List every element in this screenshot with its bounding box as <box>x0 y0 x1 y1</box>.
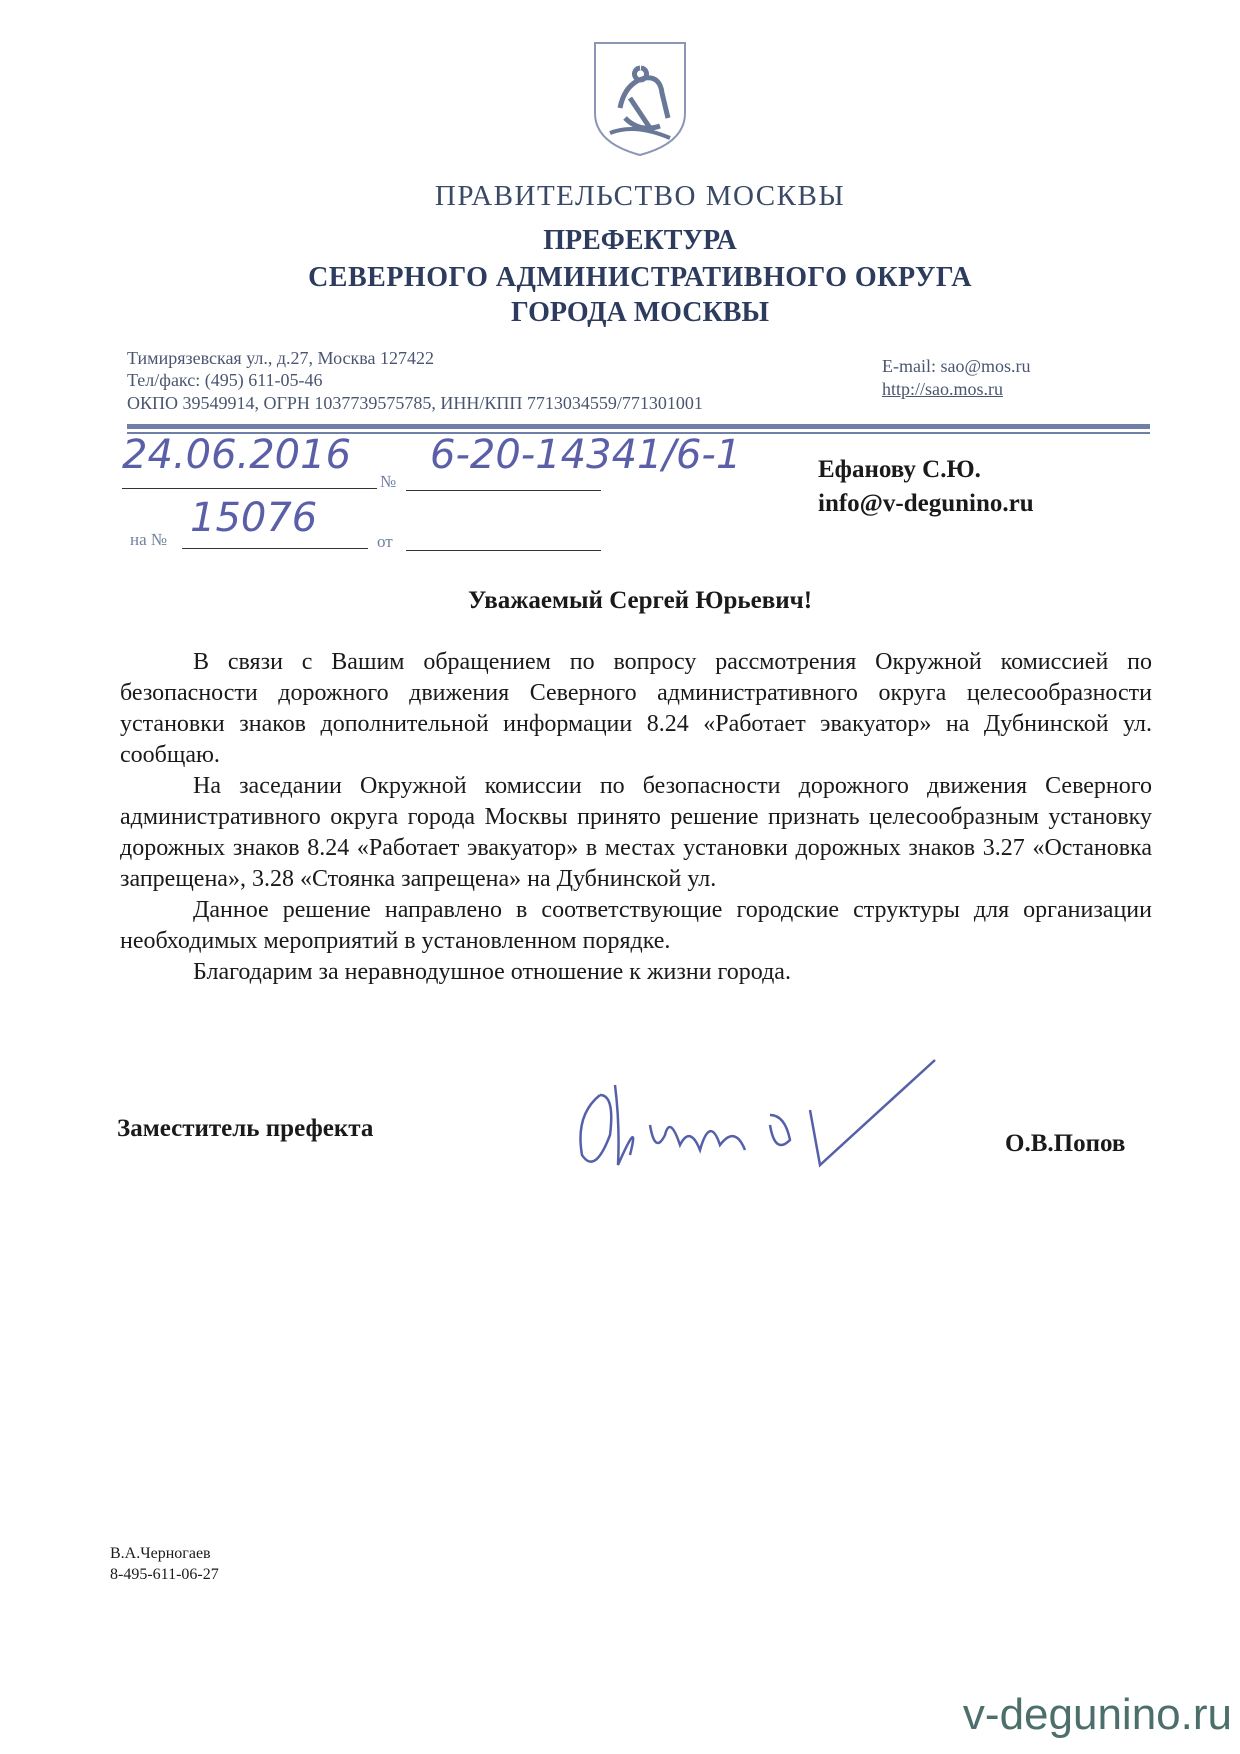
handwritten-ref-number: 15076 <box>190 495 318 541</box>
paragraph: В связи с Вашим обращением по вопросу рассмотрения Окружной комиссией по безопасности дорожного движения Северного административного округа целесообразности установки знаков дополнительной информации 8.24 «Работает эвакуатор» на Дубнинской ул. сообщаю. <box>120 649 1152 768</box>
ref-underline <box>182 548 368 549</box>
government-title: ПРАВИТЕЛЬСТВО МОСКВЫ <box>434 180 846 212</box>
handwritten-date: 24.06.2016 <box>122 432 352 478</box>
signatory-title: Заместитель префекта <box>117 1115 374 1142</box>
paragraph: На заседании Окружной комиссии по безопасности дорожного движения Северного административного округа города Москвы принято решение признать целесообразным установку дорожных знаков 8.24 «Работает эвакуатор» в местах установки дорожных знаков 3.27 «Остановка запрещена», 3.28 «Стоянка запрещена» на Дубнинской ул. <box>120 773 1152 892</box>
moscow-coat-of-arms-icon <box>590 38 690 158</box>
ref-label: на № <box>130 530 168 549</box>
prefecture-title: ПРЕФЕКТУРА <box>543 225 737 256</box>
letter-body <box>120 647 1152 988</box>
from-underline <box>406 550 601 551</box>
registry-codes-line: ОКПО 39549914, ОГРН 1037739575785, ИНН/КПП 7713034559/771301001 <box>127 393 703 413</box>
executor-phone: 8-495-611-06-27 <box>110 1566 219 1583</box>
number-underline <box>406 490 601 491</box>
email-line: E-mail: sao@mos.ru <box>882 356 1031 376</box>
addressee-email: info@v-degunino.ru <box>818 490 1034 517</box>
date-underline <box>122 488 377 489</box>
website-link[interactable]: http://sao.mos.ru <box>882 379 1003 399</box>
address-line: Тимирязевская ул., д.27, Москва 127422 <box>127 348 435 368</box>
addressee-name: Ефанову С.Ю. <box>818 456 981 483</box>
signatory-name: О.В.Попов <box>1005 1130 1126 1157</box>
from-label: от <box>377 532 393 551</box>
phone-line: Тел/факс: (495) 611-05-46 <box>127 370 323 390</box>
paragraph: Благодарим за неравнодушное отношение к жизни города. <box>193 959 791 985</box>
executor-name: В.А.Черногаев <box>110 1545 211 1562</box>
handwritten-signature <box>570 1055 940 1185</box>
number-sign: № <box>380 472 397 491</box>
prefecture-city: ГОРОДА МОСКВЫ <box>511 297 769 328</box>
prefecture-district: СЕВЕРНОГО АДМИНИСТРАТИВНОГО ОКРУГА <box>308 262 972 293</box>
handwritten-number: 6-20-14341/6-1 <box>430 432 742 478</box>
watermark: v-degunino.ru <box>962 1690 1232 1739</box>
divider <box>127 424 1150 429</box>
paragraph: Данное решение направлено в соответствующие городские структуры для организации необходимых мероприятий в установленном порядке. <box>120 897 1152 954</box>
greeting: Уважаемый Сергей Юрьевич! <box>467 587 813 614</box>
